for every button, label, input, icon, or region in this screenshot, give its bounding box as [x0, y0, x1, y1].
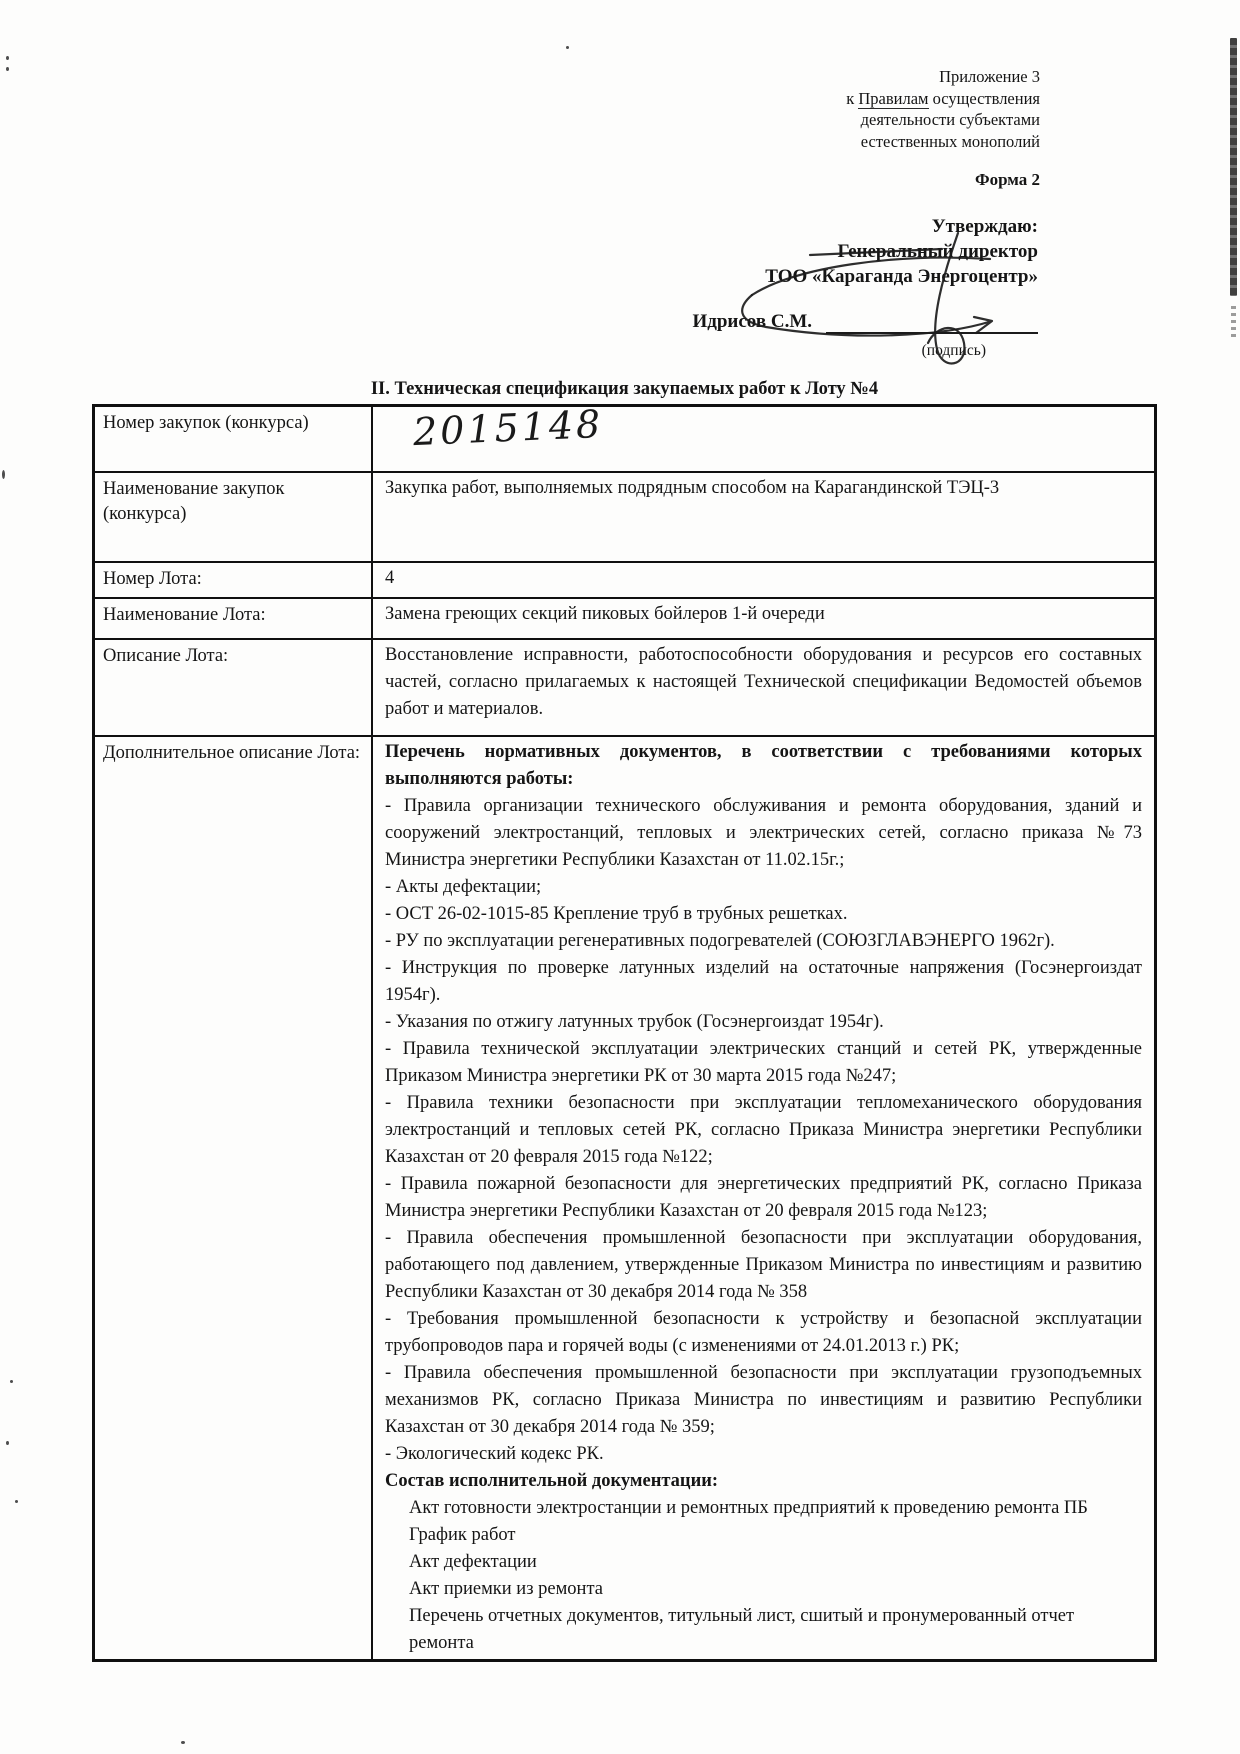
- scan-speck: [15, 1500, 18, 1503]
- row-lot-name: [94, 598, 1156, 639]
- appendix-line: естественных монополий: [860, 131, 1040, 151]
- lot-number-value: 4: [372, 562, 1156, 598]
- lot-number-label: Номер Лота:: [94, 562, 373, 598]
- purchase-number-value: [372, 401, 1156, 473]
- row-lot-additional: [94, 736, 1156, 1661]
- row-lot-description: [94, 639, 1156, 736]
- form-number: Форма 2: [974, 170, 1040, 189]
- doc-item: Акт приемки из ремонта: [409, 1579, 603, 1599]
- approver-title: Генеральный директор: [837, 241, 1038, 262]
- doc-item: Акт дефектации: [409, 1552, 537, 1572]
- lot-description-label: Описание Лота:: [94, 639, 373, 736]
- normative-item: - Правила техники безопасности при эксплуатации тепломеханического оборудования электростанций и тепловых сетей РК, согласно Приказа Министра энергетики Республики Казахстан от 20 февраля 2015 года №122;: [385, 1093, 1142, 1167]
- normative-item: - РУ по эксплуатации регенеративных подогревателей (СОЮЗГЛАВЭНЕРГО 1962г).: [385, 931, 1055, 951]
- scan-speck: [2, 470, 5, 479]
- normative-item: - Правила технической эксплуатации электрических станций и сетей РК, утвержденные Приказом Министра энергетики РК от 30 марта 2015 года №247;: [385, 1039, 1142, 1086]
- approver-company: ТОО «Караганда Энергоцентр»: [765, 266, 1038, 287]
- normative-item: - Экологический кодекс РК.: [385, 1444, 604, 1464]
- normative-item: - Правила организации технического обслуживания и ремонта оборудования, зданий и сооружений электростанций, тепловых и электрических сетей, согласно приказа №73 Министра энергетики Республики Казахстан от 11.02.15г.;: [385, 796, 1142, 870]
- scan-speck: [10, 1380, 13, 1383]
- signer-row: [518, 309, 1038, 334]
- normative-item: - Акты дефектации;: [385, 877, 542, 897]
- scan-speck: [6, 67, 9, 71]
- appendix-line-prefix: к: [846, 88, 859, 108]
- spec-table: [92, 401, 1157, 1662]
- scan-speck: [6, 56, 9, 60]
- lot-additional-label: Дополнительное описание Лота:: [94, 736, 373, 1661]
- row-purchase-name: [94, 472, 1156, 562]
- scan-speck: [6, 1441, 9, 1445]
- purchase-number-label: Номер закупок (конкурса): [94, 406, 373, 473]
- approval-block: [518, 214, 1038, 363]
- normative-item: - Инструкция по проверке латунных изделий на остаточные напряжения (Госэнергоиздат 1954г).: [385, 958, 1142, 1005]
- signature-line: [826, 312, 1038, 334]
- row-purchase-number: [94, 406, 1156, 473]
- appendix-line-suffix: осуществления: [928, 88, 1040, 108]
- spec-title: II. Техническая спецификация закупаемых работ к Лоту №4: [370, 379, 879, 399]
- purchase-name-value: Закупка работ, выполняемых подрядным способом на Карагандинской ТЭЦ-3: [372, 472, 1156, 562]
- doc-item: Акт готовности электростанции и ремонтных предприятий к проведению ремонта ПБ: [409, 1498, 1088, 1518]
- appendix-line: деятельности субъектами: [860, 110, 1040, 129]
- appendix-note: [846, 66, 1040, 152]
- purchase-name-label: Наименование закупок (конкурса): [94, 472, 373, 562]
- lot-name-value: Замена греющих секций пиковых бойлеров 1-й очереди: [372, 598, 1156, 639]
- doc-item: Перечень отчетных документов, титульный лист, сшитый и пронумерованный отчет ремонта: [409, 1606, 1075, 1653]
- signer-name: Идрисов С.М.: [692, 311, 812, 332]
- lot-additional-value: [372, 736, 1156, 1661]
- normative-item: - ОСТ 26-02-1015-85 Крепление труб в трубных решетках.: [385, 904, 848, 924]
- handwritten-number: 2015148: [412, 401, 605, 455]
- appendix-rules-word: Правилам: [858, 88, 929, 108]
- normative-item: - Правила обеспечения промышленной безопасности при эксплуатации грузоподъемных механизмов РК, согласно Приказа Министра по инвестициям и развитию Республики Казахстан от 30 декабря 2014 года № 359;: [385, 1363, 1142, 1437]
- normative-heading: Перечень нормативных документов, в соответствии с требованиями которых выполняются работы:: [385, 742, 1142, 789]
- row-lot-number: [94, 562, 1156, 598]
- appendix-line: [846, 88, 1040, 110]
- normative-item: - Правила обеспечения промышленной безопасности при эксплуатации оборудования, работающего под давлением, утвержденные Приказом Министра по инвестициям и развитию Республики Казахстан от 30 декабря 2014 года № 358: [385, 1228, 1142, 1302]
- lot-name-label: Наименование Лота:: [94, 598, 373, 639]
- appendix-line: Приложение 3: [939, 67, 1040, 86]
- signature-caption: (подпись): [921, 342, 986, 359]
- scan-speck: [181, 1741, 185, 1744]
- lot-description-value: Восстановление исправности, работоспособности оборудования и ресурсов его составных частей, согласно прилагаемых к настоящей Технической спецификации Ведомостей объемов работ и материалов.: [372, 639, 1156, 736]
- scan-edge-artifact: [1230, 38, 1237, 296]
- scan-edge-artifact-2: [1231, 306, 1236, 340]
- scan-speck: [566, 46, 569, 49]
- normative-item: - Требования промышленной безопасности к устройству и безопасной эксплуатации трубопроводов пара и горячей воды (с изменениями от 24.01.2013 г.) РК;: [385, 1309, 1142, 1356]
- docs-heading: Состав исполнительной документации:: [385, 1471, 719, 1491]
- approve-label: Утверждаю:: [931, 216, 1038, 237]
- normative-item: - Правила пожарной безопасности для энергетических предприятий РК, согласно Приказа Министра энергетики Республики Казахстан от 20 февраля 2015 года №123;: [385, 1174, 1142, 1221]
- doc-item: График работ: [409, 1525, 516, 1545]
- normative-item: - Указания по отжигу латунных трубок (Госэнергоиздат 1954г).: [385, 1012, 884, 1032]
